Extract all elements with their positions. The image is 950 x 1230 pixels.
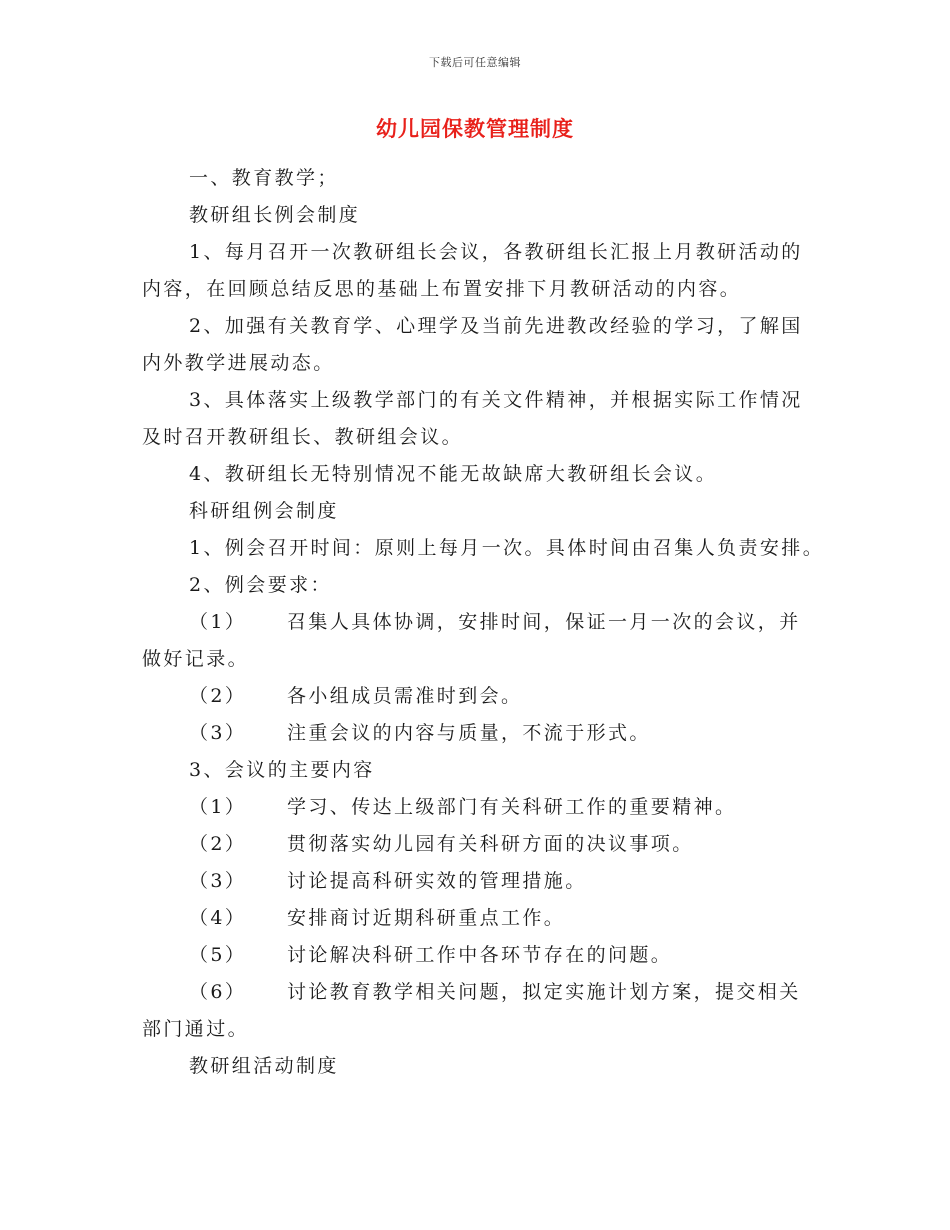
- paragraph-line: 3、具体落实上级教学部门的有关文件精神，并根据实际工作情况: [189, 389, 803, 411]
- paragraph-line: 1、例会召开时间：原则上每月一次。具体时间由召集人负责安排。: [189, 537, 825, 559]
- list-text: 注重会议的内容与质量，不流于形式。: [287, 722, 651, 744]
- list-number: （1）: [189, 611, 247, 633]
- list-number: （3）: [189, 870, 247, 892]
- list-item: [142, 604, 817, 641]
- subsection-title: 科研组例会制度: [189, 500, 339, 522]
- list-item: [142, 900, 817, 937]
- paragraph-line: 4、教研组长无特别情况不能无故缺席大教研组长会议。: [189, 463, 718, 485]
- subsection-title: 教研组活动制度: [189, 1055, 339, 1077]
- list-number: （4）: [189, 907, 247, 929]
- document-title: 幼儿园保教管理制度: [376, 116, 574, 141]
- list-number: （2）: [189, 833, 247, 855]
- list-text: 讨论提高科研实效的管理措施。: [287, 870, 587, 892]
- paragraph-line: 2、加强有关教育学、心理学及当前先进教改经验的学习，了解国: [189, 315, 803, 337]
- document-body: [142, 160, 825, 1085]
- list-text: 召集人具体协调，安排时间，保证一月一次的会议，并: [287, 611, 801, 633]
- paragraph-line: 3、会议的主要内容: [189, 759, 375, 781]
- paragraph-line: 部门通过。: [142, 1018, 250, 1040]
- list-item: [142, 863, 817, 900]
- paragraph-line: 内外教学进展动态。: [142, 352, 335, 374]
- list-text: 讨论教育教学相关问题，拟定实施计划方案，提交相关: [287, 981, 801, 1003]
- list-text: 安排商讨近期科研重点工作。: [287, 907, 566, 929]
- page-header: 下载后可任意编辑: [429, 56, 521, 69]
- list-number: （1）: [189, 796, 247, 818]
- list-text: 各小组成员需准时到会。: [287, 685, 523, 707]
- list-item: [142, 789, 817, 826]
- paragraph-line: 1、每月召开一次教研组长会议，各教研组长汇报上月教研活动的: [189, 241, 803, 263]
- paragraph-line: 及时召开教研组长、教研组会议。: [142, 426, 464, 448]
- list-item: [142, 715, 817, 752]
- list-number: （3）: [189, 722, 247, 744]
- paragraph-line: 2、例会要求：: [189, 574, 332, 596]
- list-item: [142, 974, 817, 1011]
- section-heading: 一、教育教学；: [189, 167, 339, 189]
- list-number: （5）: [189, 944, 247, 966]
- list-number: （6）: [189, 981, 247, 1003]
- list-item: [142, 826, 817, 863]
- paragraph-line: 做好记录。: [142, 648, 250, 670]
- list-text: 讨论解决科研工作中各环节存在的问题。: [287, 944, 673, 966]
- list-item: [142, 937, 817, 974]
- subsection-title: 教研组长例会制度: [189, 204, 361, 226]
- list-item: [142, 678, 817, 715]
- list-text: 贯彻落实幼儿园有关科研方面的决议事项。: [287, 833, 694, 855]
- list-text: 学习、传达上级部门有关科研工作的重要精神。: [287, 796, 737, 818]
- paragraph-line: 内容，在回顾总结反思的基础上布置安排下月教研活动的内容。: [142, 278, 742, 300]
- list-number: （2）: [189, 685, 247, 707]
